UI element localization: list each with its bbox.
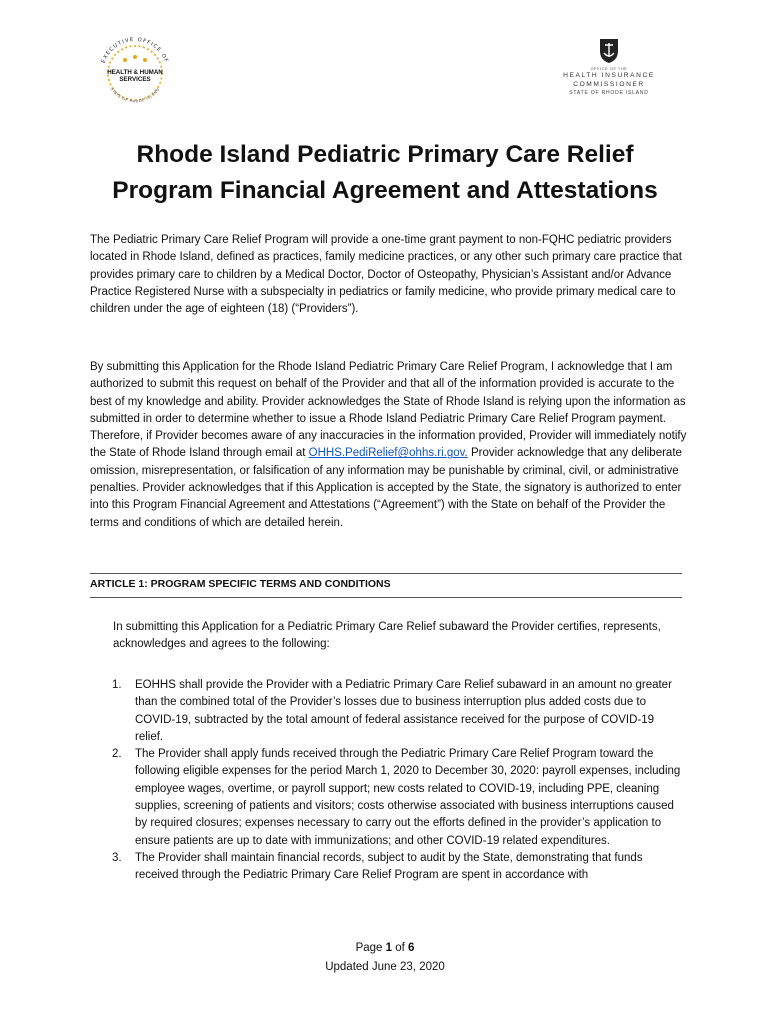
svg-text:EXECUTIVE OFFICE OF — [101, 37, 170, 64]
page-prefix: Page — [355, 942, 386, 954]
title-line-1: Rhode Island Pediatric Primary Care Relief — [136, 141, 634, 168]
page-total: 6 — [408, 942, 415, 954]
email-link[interactable]: OHHS.PediRelief@ohhs.ri.gov. — [308, 447, 468, 460]
acknowledgement-paragraph — [90, 359, 690, 532]
list-item-text: The Provider shall maintain financial records, subject to audit by the State, demonstrating that funds received through the Pediatric Primary Care Relief Program are spent in accordance with — [135, 851, 643, 882]
ohic-logo — [538, 36, 680, 97]
acknowledgement-text-1: By submitting this Application for the Rhode Island Pediatric Primary Care Relief Program, I acknowledge that I am authorized to submit this request on behalf of the Provider and that all of the information provided is accurate to the best of my knowledge and ability. Provider acknowledges the State of Rhode Island is relying upon the information as submitted in order to determine whether to issue a Rhode Island Pediatric Primary Care Relief Program payment. Therefore, if Provider becomes aware of any inaccuracies in the information provided, Provider will immediately notify the State of Rhode Island through email at — [90, 361, 687, 460]
program-description: The Pediatric Primary Care Relief Program will provide a one-time grant payment to non-FQHC pediatric providers located in Rhode Island, defined as practices, family medicine practices, or any other such primary care practice that provides primary care to children by a Medical Doctor, Doctor of Osteopathy, Physician’s Assistant and/or Advance Practice Registered Nurse with a subspecialty in pediatrics or family medicine, who provide primary medical care to children under the age of eighteen (18) (“Providers”). — [90, 234, 682, 316]
eohhs-seal-icon — [92, 30, 178, 116]
acknowledgement-text-2: Provider acknowledge that any deliberate omission, misrepresentation, or falsification of any information may be punishable by criminal, civil, or administrative penalties. Provider acknowledges that if this Application is accepted by the State, the signatory is authorized to enter into this Program Financial Agreement and Attestations (“Agreement”) with the State on behalf of the Provider the terms and conditions of which are detailed herein. — [90, 447, 682, 529]
page-number — [0, 942, 770, 954]
page-current: 1 — [385, 942, 393, 954]
eohhs-line2: SERVICES — [119, 76, 151, 83]
eohhs-bottom-text: STATE OF RHODE ISLAND — [109, 87, 161, 104]
updated-date: Updated June 23, 2020 — [325, 961, 445, 973]
list-item-text: EOHHS shall provide the Provider with a Pediatric Primary Care Relief subaward in an amount no greater than the combined total of the Provider’s losses due to business interruption plus added costs due to COVID-19, subtracted by the total amount of federal assistance received for the purpose of COVID-19 relief. — [135, 679, 672, 743]
article-heading: ARTICLE 1: PROGRAM SPECIFIC TERMS AND CONDITIONS — [90, 578, 391, 590]
list-number: 3. — [112, 851, 122, 864]
ohic-top-text: OFFICE OF THE — [590, 66, 628, 71]
eohhs-logo — [92, 30, 178, 116]
article-intro: In submitting this Application for a Pediatric Primary Care Relief subaward the Provider certifies, represents, acknowledges and agrees to the following: — [113, 621, 661, 651]
list-number: 2. — [112, 748, 122, 761]
ohic-name: HEALTH INSURANCE COMMISSIONER — [563, 72, 655, 88]
anchor-crest-icon — [596, 36, 622, 64]
list-item — [112, 850, 682, 885]
terms-list — [112, 677, 682, 885]
page-of: of — [392, 942, 409, 954]
ohic-state: STATE OF RHODE ISLAND — [569, 90, 649, 96]
document-title — [70, 137, 700, 209]
list-number: 1. — [112, 679, 122, 691]
eohhs-line1: HEALTH & HUMAN — [107, 69, 163, 76]
list-item — [112, 746, 682, 850]
eohhs-arc-text: EXECUTIVE OFFICE OF — [100, 36, 170, 65]
list-item-text: The Provider shall apply funds received through the Pediatric Primary Care Relief Program toward the following eligible expenses for the period March 1, 2020 to December 30, 2020: payroll expenses, including employee wages, overtime, or payroll support; new costs related to COVID-19, including PPE, cleaning supplies, screening of patients and visitors; costs otherwise associated with business interruptions caused by required closures; expenses necessary to carry out the efforts defined in the provider’s application to ensure patients are up to date with immunizations; and other COVID-19 related expenditures. — [135, 748, 681, 847]
article-heading-box — [90, 573, 682, 598]
svg-text:STATE OF RHODE ISLAND — [110, 87, 161, 103]
title-line-2: Program Financial Agreement and Attestations — [112, 177, 658, 204]
list-item — [112, 677, 682, 746]
